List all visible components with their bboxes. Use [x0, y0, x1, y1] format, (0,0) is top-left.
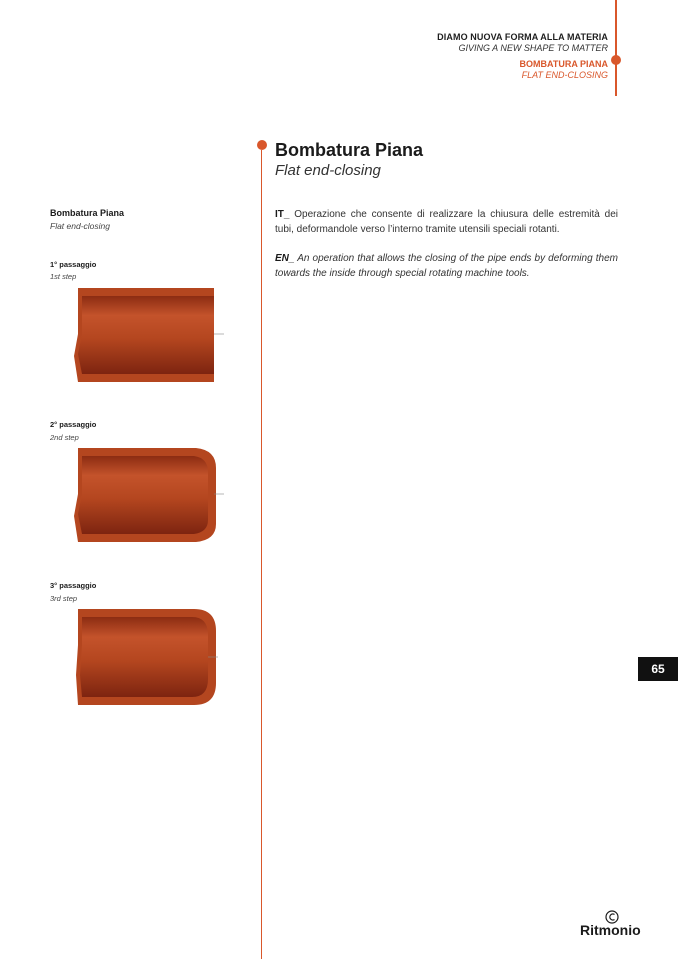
page-title: Bombatura Piana — [275, 140, 424, 160]
header-section-it: BOMBATURA PIANA — [519, 59, 608, 69]
description-en — [275, 251, 618, 281]
it-text: Operazione che consente di realizzare la chiusura delle estremità dei tubi, deformandole verso l’interno tramite utensili speciali rotanti. — [275, 209, 618, 235]
en-text: An operation that allows the closing of the pipe ends by deforming them towards the inside through special rotating machine tools. — [275, 253, 618, 279]
column-divider — [261, 150, 262, 959]
header-bullet-dot — [611, 55, 621, 65]
step-1-label-en: 1st step — [50, 272, 77, 281]
step-3-label-en: 3rd step — [50, 594, 78, 603]
header-tagline-it: DIAMO NUOVA FORMA ALLA MATERIA — [437, 32, 608, 42]
step-2-pipe-illustration — [66, 444, 226, 548]
it-prefix: IT_ — [275, 209, 290, 220]
step-3-pipe-illustration — [66, 605, 226, 709]
description-it — [275, 207, 618, 237]
header-section-en: FLAT END-CLOSING — [521, 70, 608, 80]
step-2-label-en: 2nd step — [50, 433, 79, 442]
step-2-label: 2° passaggio — [50, 420, 97, 429]
sidebar-subtitle: Flat end-closing — [50, 221, 111, 231]
brand-logo-text: Ritmonio — [580, 922, 641, 938]
header-tagline-en: GIVING A NEW SHAPE TO MATTER — [458, 43, 608, 53]
page-number-badge: 65 — [638, 657, 678, 681]
title-bullet-dot — [257, 140, 267, 150]
en-prefix: EN_ — [275, 253, 295, 264]
step-3-label: 3° passaggio — [50, 581, 97, 590]
step-1-pipe-illustration — [66, 284, 226, 388]
header-vertical-rule — [615, 0, 617, 96]
sidebar-title: Bombatura Piana — [50, 208, 125, 218]
page-subtitle: Flat end-closing — [275, 162, 381, 179]
step-1-label: 1° passaggio — [50, 260, 97, 269]
